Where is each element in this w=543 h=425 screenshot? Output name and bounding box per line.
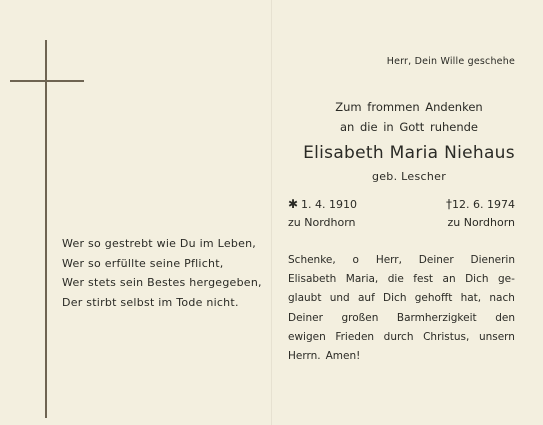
- prayer-line: [288, 328, 515, 347]
- prayer-word: und: [329, 292, 350, 305]
- death-place: zu Nordhorn: [447, 216, 515, 229]
- poem: [62, 234, 267, 312]
- prayer-word: durch: [383, 330, 414, 343]
- poem-line: Wer so erfüllte seine Pflicht,: [62, 256, 224, 270]
- cross-horizontal-bar: [10, 80, 84, 82]
- prayer-line: [288, 270, 515, 289]
- prayer-word: Dienerin: [470, 254, 515, 266]
- prayer-word: auf: [357, 292, 375, 305]
- prayer-word: Barmherzigkeit: [396, 311, 477, 324]
- prayer-word: Herr,: [375, 254, 402, 266]
- card-fold: [271, 0, 272, 425]
- prayer-word: nach: [489, 292, 515, 305]
- prayer-line: [288, 347, 515, 366]
- prayer-word: Dich: [383, 292, 407, 305]
- prayer-word: Elisabeth: [288, 273, 337, 286]
- prayer-word: fest: [413, 273, 434, 286]
- cross-vertical-bar: [45, 40, 47, 418]
- poem-line: Der stirbt selbst im Tode nicht.: [62, 295, 239, 309]
- death-info: [439, 195, 515, 232]
- birth-place: zu Nordhorn: [288, 216, 356, 229]
- prayer-line: [288, 251, 515, 270]
- prayer-word: hat,: [460, 292, 482, 305]
- death-cross-icon: †: [446, 197, 453, 211]
- prayer-word: ge-: [498, 273, 515, 286]
- prayer-word: Herrn.: [288, 349, 321, 362]
- birth-name: geb. Lescher: [371, 170, 447, 183]
- birth-star-icon: ✱: [288, 197, 299, 211]
- prayer-word: an: [442, 273, 456, 286]
- deceased-name: Elisabeth Maria Niehaus: [303, 143, 515, 163]
- prayer-word: den: [495, 311, 515, 324]
- prayer-word: Schenke,: [288, 254, 336, 266]
- prayer-line: [288, 309, 515, 328]
- memory-line-2: an die in Gott ruhende: [339, 120, 479, 134]
- prayer-word: Dich: [465, 273, 489, 286]
- poem-line: Wer so gestrebt wie Du im Leben,: [62, 237, 257, 250]
- prayer-word: Frieden: [335, 330, 375, 343]
- prayer-word: unsern: [478, 330, 515, 343]
- prayer-word: Maria,: [345, 273, 379, 286]
- prayer-word: die: [387, 273, 404, 286]
- motto: Herr, Dein Wille geschehe: [386, 56, 515, 67]
- death-date: 12. 6. 1974: [452, 198, 515, 211]
- prayer-word: ewigen: [288, 330, 326, 343]
- memory-line-1: Zum frommen Andenken: [335, 100, 483, 114]
- prayer-word: o: [352, 254, 359, 266]
- prayer: [288, 251, 515, 366]
- prayer-word: Deiner: [288, 311, 323, 324]
- prayer-line: [288, 289, 515, 308]
- prayer-word: Deiner: [418, 254, 454, 266]
- prayer-word: Amen!: [325, 349, 361, 362]
- birth-date: 1. 4. 1910: [301, 198, 357, 211]
- birth-info: [288, 195, 357, 232]
- poem-line: Wer stets sein Bestes hergegeben,: [62, 276, 262, 289]
- prayer-word: großen: [341, 311, 379, 324]
- prayer-word: gehofft: [414, 292, 453, 305]
- prayer-word: Christus,: [423, 330, 470, 343]
- prayer-word: glaubt: [288, 292, 322, 305]
